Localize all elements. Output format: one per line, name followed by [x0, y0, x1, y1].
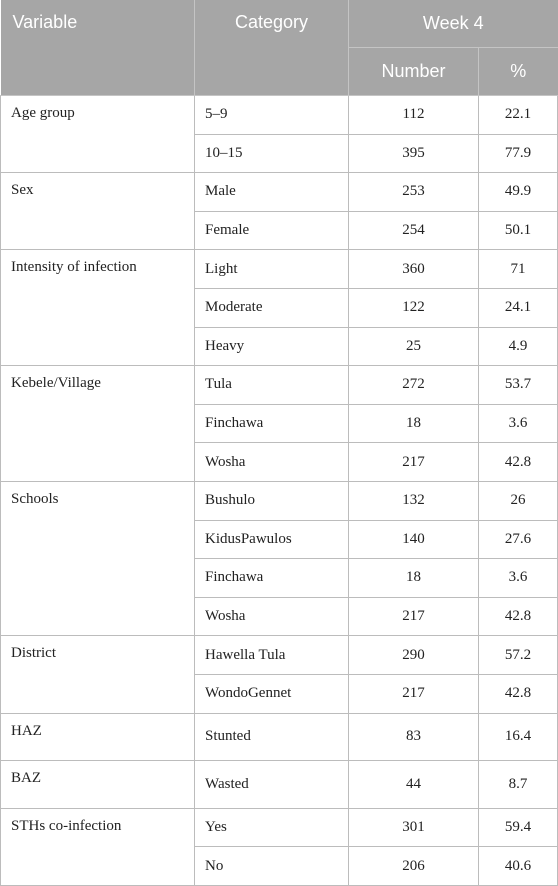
- header-percent: %: [479, 48, 558, 96]
- category-cell: Finchawa: [195, 404, 349, 443]
- variable-cell: Age group: [1, 96, 195, 173]
- percent-cell: 57.2: [479, 636, 558, 675]
- table-row: [1, 366, 558, 405]
- number-cell: 290: [349, 636, 479, 675]
- number-cell: 18: [349, 559, 479, 598]
- category-cell: Female: [195, 211, 349, 250]
- table-row: [1, 808, 558, 847]
- category-cell: KidusPawulos: [195, 520, 349, 559]
- percent-cell: 24.1: [479, 288, 558, 327]
- table-body: [1, 96, 558, 886]
- percent-cell: 3.6: [479, 559, 558, 598]
- percent-cell: 49.9: [479, 173, 558, 212]
- number-cell: 395: [349, 134, 479, 173]
- category-cell: Finchawa: [195, 559, 349, 598]
- category-cell: Light: [195, 250, 349, 289]
- variable-cell: Intensity of infection: [1, 250, 195, 366]
- number-cell: 44: [349, 761, 479, 809]
- table-row: [1, 636, 558, 675]
- number-cell: 83: [349, 713, 479, 761]
- variable-cell: Kebele/Village: [1, 366, 195, 482]
- percent-cell: 4.9: [479, 327, 558, 366]
- table-row: [1, 761, 558, 809]
- category-cell: Wasted: [195, 761, 349, 809]
- variable-cell: HAZ: [1, 713, 195, 761]
- variable-cell: STHs co-infection: [1, 808, 195, 885]
- table-row: [1, 250, 558, 289]
- table-header: [1, 0, 558, 96]
- header-category: Category: [195, 0, 349, 96]
- number-cell: 140: [349, 520, 479, 559]
- percent-cell: 53.7: [479, 366, 558, 405]
- percent-cell: 8.7: [479, 761, 558, 809]
- number-cell: 301: [349, 808, 479, 847]
- percent-cell: 27.6: [479, 520, 558, 559]
- category-cell: No: [195, 847, 349, 886]
- category-cell: 5–9: [195, 96, 349, 135]
- number-cell: 112: [349, 96, 479, 135]
- number-cell: 360: [349, 250, 479, 289]
- variable-cell: District: [1, 636, 195, 713]
- category-cell: 10–15: [195, 134, 349, 173]
- category-cell: Yes: [195, 808, 349, 847]
- percent-cell: 42.8: [479, 597, 558, 636]
- number-cell: 217: [349, 674, 479, 713]
- percent-cell: 77.9: [479, 134, 558, 173]
- category-cell: Wosha: [195, 443, 349, 482]
- header-number: Number: [349, 48, 479, 96]
- percent-cell: 16.4: [479, 713, 558, 761]
- table-row: [1, 713, 558, 761]
- percent-cell: 40.6: [479, 847, 558, 886]
- header-week: Week 4: [349, 0, 558, 48]
- number-cell: 253: [349, 173, 479, 212]
- table-row: [1, 173, 558, 212]
- category-cell: Bushulo: [195, 481, 349, 520]
- table-row: [1, 481, 558, 520]
- percent-cell: 22.1: [479, 96, 558, 135]
- number-cell: 206: [349, 847, 479, 886]
- category-cell: Moderate: [195, 288, 349, 327]
- percent-cell: 42.8: [479, 674, 558, 713]
- category-cell: Heavy: [195, 327, 349, 366]
- percent-cell: 3.6: [479, 404, 558, 443]
- number-cell: 217: [349, 443, 479, 482]
- variable-cell: Sex: [1, 173, 195, 250]
- percent-cell: 50.1: [479, 211, 558, 250]
- number-cell: 18: [349, 404, 479, 443]
- number-cell: 272: [349, 366, 479, 405]
- number-cell: 217: [349, 597, 479, 636]
- category-cell: Stunted: [195, 713, 349, 761]
- number-cell: 132: [349, 481, 479, 520]
- header-row-top: [1, 0, 558, 48]
- variable-cell: Schools: [1, 481, 195, 635]
- number-cell: 254: [349, 211, 479, 250]
- percent-cell: 42.8: [479, 443, 558, 482]
- percent-cell: 26: [479, 481, 558, 520]
- header-variable: Variable: [1, 0, 195, 96]
- number-cell: 122: [349, 288, 479, 327]
- number-cell: 25: [349, 327, 479, 366]
- category-cell: Male: [195, 173, 349, 212]
- category-cell: Tula: [195, 366, 349, 405]
- category-cell: Wosha: [195, 597, 349, 636]
- table-row: [1, 96, 558, 135]
- category-cell: WondoGennet: [195, 674, 349, 713]
- variable-cell: BAZ: [1, 761, 195, 809]
- percent-cell: 71: [479, 250, 558, 289]
- category-cell: Hawella Tula: [195, 636, 349, 675]
- percent-cell: 59.4: [479, 808, 558, 847]
